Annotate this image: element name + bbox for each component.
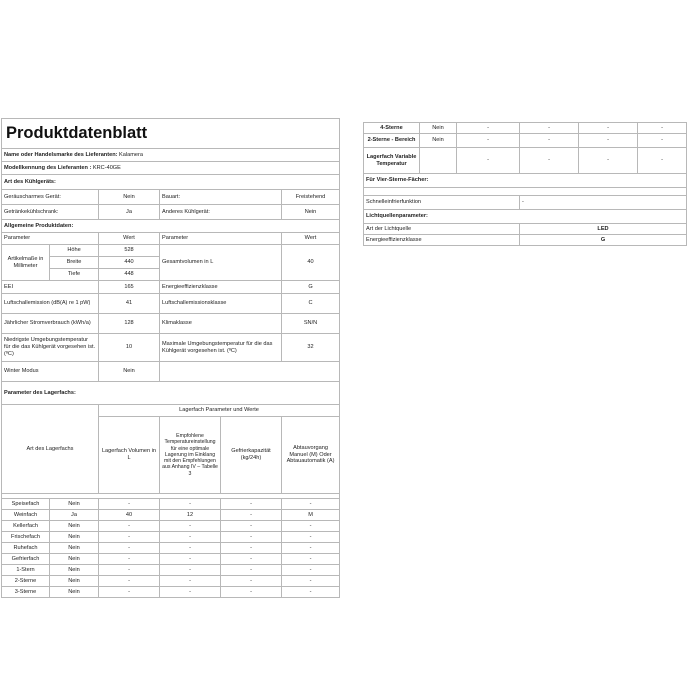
quick-freeze-value: - bbox=[520, 196, 687, 210]
compartment-freezing: - bbox=[221, 499, 282, 510]
compartment-name: 2-Sterne bbox=[2, 576, 50, 587]
compartment-present: Nein bbox=[420, 123, 457, 134]
dimension-value: 528 bbox=[99, 245, 160, 257]
light-class-label: Energieeffizienzklasse bbox=[364, 235, 520, 246]
compartment-defrost: - bbox=[282, 554, 340, 565]
compartment-volume: - bbox=[99, 576, 160, 587]
compartment-volume: - bbox=[457, 148, 520, 174]
climate-class-label: Klimaklasse bbox=[160, 314, 282, 334]
compartment-name: Kellerfach bbox=[2, 521, 50, 532]
compartment-defrost: - bbox=[282, 521, 340, 532]
compartment-name: 2-Sterne - Bereich bbox=[364, 134, 420, 148]
dimension-label: Breite bbox=[50, 257, 99, 269]
light-source-label: Art der Lichtquelle bbox=[364, 224, 520, 235]
table-row bbox=[364, 134, 687, 148]
datasheet-continuation-table bbox=[363, 122, 687, 246]
compartment-volume: - bbox=[99, 554, 160, 565]
compartment-temperature: - bbox=[520, 134, 579, 148]
compartment-type-header: Art des Lagerfachs bbox=[2, 405, 99, 494]
compartment-present: Nein bbox=[50, 532, 99, 543]
compartment-col-temperature: Empfohlene Temperatureinstellung für eine optimale Lagerung im Einklang mit den Empfehlungen aus Anhang IV – Tabelle 3 bbox=[160, 417, 221, 494]
compartment-freezing: - bbox=[579, 123, 638, 134]
dimensions-label: Artikelmaße in Millimeter bbox=[2, 245, 50, 281]
table-row bbox=[2, 587, 340, 598]
art-value: Nein bbox=[99, 190, 160, 205]
energy-class-value: G bbox=[282, 281, 340, 294]
compartment-name: 1-Stern bbox=[2, 565, 50, 576]
supplier-label: Name oder Handelsmarke des Lieferanten: bbox=[4, 151, 118, 158]
winter-mode-label: Winter Modus bbox=[2, 362, 99, 382]
art-value2: Nein bbox=[282, 205, 340, 220]
compartment-name: Gefrierfach bbox=[2, 554, 50, 565]
header-wert2: Wert bbox=[282, 233, 340, 245]
noise-value: 41 bbox=[99, 294, 160, 314]
model-row bbox=[2, 162, 340, 175]
compartment-temperature: - bbox=[160, 587, 221, 598]
power-value: 128 bbox=[99, 314, 160, 334]
compartment-defrost: - bbox=[282, 543, 340, 554]
compartment-defrost: - bbox=[282, 576, 340, 587]
compartment-present: Nein bbox=[50, 543, 99, 554]
compartment-volume: - bbox=[99, 543, 160, 554]
compartment-freezing: - bbox=[221, 587, 282, 598]
supplier-value: Kalamera bbox=[119, 151, 143, 158]
art-label: Geräuscharmes Gerät: bbox=[2, 190, 99, 205]
compartment-volume: - bbox=[457, 123, 520, 134]
light-source-value: LED bbox=[520, 224, 687, 235]
table-row bbox=[2, 521, 340, 532]
compartment-name: 3-Sterne bbox=[2, 587, 50, 598]
compartment-defrost: - bbox=[282, 499, 340, 510]
compartment-present: Nein bbox=[50, 499, 99, 510]
compartment-freezing: - bbox=[221, 532, 282, 543]
compartment-volume: - bbox=[99, 565, 160, 576]
section-art: Art des Kühlgeräts: bbox=[2, 175, 340, 190]
compartment-name: 4-Sterne bbox=[364, 123, 420, 134]
compartment-temperature: - bbox=[160, 521, 221, 532]
section-four-star: Für Vier-Sterne-Fächer: bbox=[364, 174, 687, 188]
compartment-present: Nein bbox=[50, 554, 99, 565]
spacer-row bbox=[364, 188, 687, 196]
compartment-name: Frischefach bbox=[2, 532, 50, 543]
compartment-freezing: - bbox=[221, 554, 282, 565]
table-row bbox=[2, 543, 340, 554]
compartment-name: Speisefach bbox=[2, 499, 50, 510]
total-volume-value: 40 bbox=[282, 245, 340, 281]
noise-class-value: C bbox=[282, 294, 340, 314]
compartment-temperature: 12 bbox=[160, 510, 221, 521]
dimension-value: 440 bbox=[99, 257, 160, 269]
compartment-present: Nein bbox=[50, 565, 99, 576]
table-row bbox=[364, 148, 687, 174]
dimension-value: 448 bbox=[99, 269, 160, 281]
header-parameter: Parameter bbox=[2, 233, 99, 245]
compartment-temperature: - bbox=[160, 532, 221, 543]
compartment-present: Nein bbox=[420, 134, 457, 148]
section-lagerfach: Parameter des Lagerfachs: bbox=[2, 382, 340, 405]
model-label: Modellkennung des Lieferanten : bbox=[4, 164, 92, 171]
section-allgemein: Allgemeine Produktdaten: bbox=[2, 220, 340, 233]
compartment-present: Nein bbox=[50, 521, 99, 532]
compartment-temperature: - bbox=[160, 499, 221, 510]
compartment-volume: - bbox=[99, 587, 160, 598]
compartment-temperature: - bbox=[520, 148, 579, 174]
compartment-present: Ja bbox=[50, 510, 99, 521]
table-row bbox=[2, 499, 340, 510]
dimension-label: Höhe bbox=[50, 245, 99, 257]
dimension-label: Tiefe bbox=[50, 269, 99, 281]
table-row bbox=[2, 510, 340, 521]
table-row bbox=[2, 532, 340, 543]
empty-cell bbox=[160, 362, 340, 382]
compartment-defrost: - bbox=[282, 532, 340, 543]
total-volume-label: Gesamtvolumen in L bbox=[160, 245, 282, 281]
compartment-col-freezing: Gefrierkapazität (kg/24h) bbox=[221, 417, 282, 494]
compartment-col-volume: Lagerfach Volumen in L bbox=[99, 417, 160, 494]
compartment-name: Ruhefach bbox=[2, 543, 50, 554]
art-label2: Anderes Kühlgerät: bbox=[160, 205, 282, 220]
art-label: Getränkekühlschrank: bbox=[2, 205, 99, 220]
noise-label: Luftschallemission (dB(A) re 1 pW) bbox=[2, 294, 99, 314]
compartment-temperature: - bbox=[160, 554, 221, 565]
compartment-freezing: - bbox=[221, 543, 282, 554]
art-value: Ja bbox=[99, 205, 160, 220]
compartment-present: Nein bbox=[50, 587, 99, 598]
supplier-row bbox=[2, 149, 340, 162]
min-ambient-value: 10 bbox=[99, 334, 160, 362]
compartment-rows bbox=[2, 499, 340, 598]
max-ambient-label: Maximale Umgebungstemperatur für die das Kühlgerät vorgesehen ist. (ºC) bbox=[160, 334, 282, 362]
table-row bbox=[2, 565, 340, 576]
art-label2: Bauart: bbox=[160, 190, 282, 205]
compartment-defrost: - bbox=[638, 123, 687, 134]
compartment-freezing: - bbox=[221, 521, 282, 532]
header-parameter2: Parameter bbox=[160, 233, 282, 245]
energy-class-label: Energieeffizienzklasse bbox=[160, 281, 282, 294]
section-light: Lichtquellenparameter: bbox=[364, 210, 687, 224]
compartment-col-defrost: Abtauvorgang Manuel (M) Oder Abtauautomatik (A) bbox=[282, 417, 340, 494]
compartment-volume: - bbox=[99, 532, 160, 543]
compartment-temperature: - bbox=[520, 123, 579, 134]
model-value: KRC-40GE bbox=[92, 164, 121, 171]
eei-value: 165 bbox=[99, 281, 160, 294]
compartment-freezing: - bbox=[221, 576, 282, 587]
compartment-freezing: - bbox=[221, 565, 282, 576]
compartment-temperature: - bbox=[160, 565, 221, 576]
compartment-defrost: - bbox=[638, 148, 687, 174]
climate-class-value: SN/N bbox=[282, 314, 340, 334]
compartment-temperature: - bbox=[160, 543, 221, 554]
page-title: Produktdatenblatt bbox=[2, 119, 340, 149]
light-class-value: G bbox=[520, 235, 687, 246]
eei-label: EEI bbox=[2, 281, 99, 294]
noise-class-label: Luftschallemissionsklasse bbox=[160, 294, 282, 314]
compartment-params-header: Lagerfach Parameter und Werte bbox=[99, 405, 340, 417]
compartment-name: Weinfach bbox=[2, 510, 50, 521]
header-wert: Wert bbox=[99, 233, 160, 245]
winter-mode-value: Nein bbox=[99, 362, 160, 382]
compartment-freezing: - bbox=[579, 148, 638, 174]
compartment-volume: - bbox=[457, 134, 520, 148]
table-row bbox=[364, 123, 687, 134]
table-row bbox=[2, 554, 340, 565]
max-ambient-value: 32 bbox=[282, 334, 340, 362]
quick-freeze-label: Schnelleinfrierfunktion bbox=[364, 196, 520, 210]
compartment-defrost: - bbox=[282, 587, 340, 598]
compartment-present bbox=[420, 148, 457, 174]
compartment-volume: 40 bbox=[99, 510, 160, 521]
compartment-name: Lagerfach Variable Temperatur bbox=[364, 148, 420, 174]
art-value2: Freistehend bbox=[282, 190, 340, 205]
compartment-defrost: M bbox=[282, 510, 340, 521]
min-ambient-label: Niedrigste Umgebungstemperatur für die das Kühlgerät vorgesehen ist. (ºC) bbox=[2, 334, 99, 362]
compartment-freezing: - bbox=[221, 510, 282, 521]
compartment-defrost: - bbox=[282, 565, 340, 576]
power-label: Jährlicher Stromverbrauch (kWh/a) bbox=[2, 314, 99, 334]
compartment-freezing: - bbox=[579, 134, 638, 148]
compartment-volume: - bbox=[99, 499, 160, 510]
compartment-volume: - bbox=[99, 521, 160, 532]
table-row bbox=[2, 576, 340, 587]
datasheet-main-table bbox=[1, 118, 340, 598]
compartment-present: Nein bbox=[50, 576, 99, 587]
compartment-temperature: - bbox=[160, 576, 221, 587]
compartment-defrost: - bbox=[638, 134, 687, 148]
